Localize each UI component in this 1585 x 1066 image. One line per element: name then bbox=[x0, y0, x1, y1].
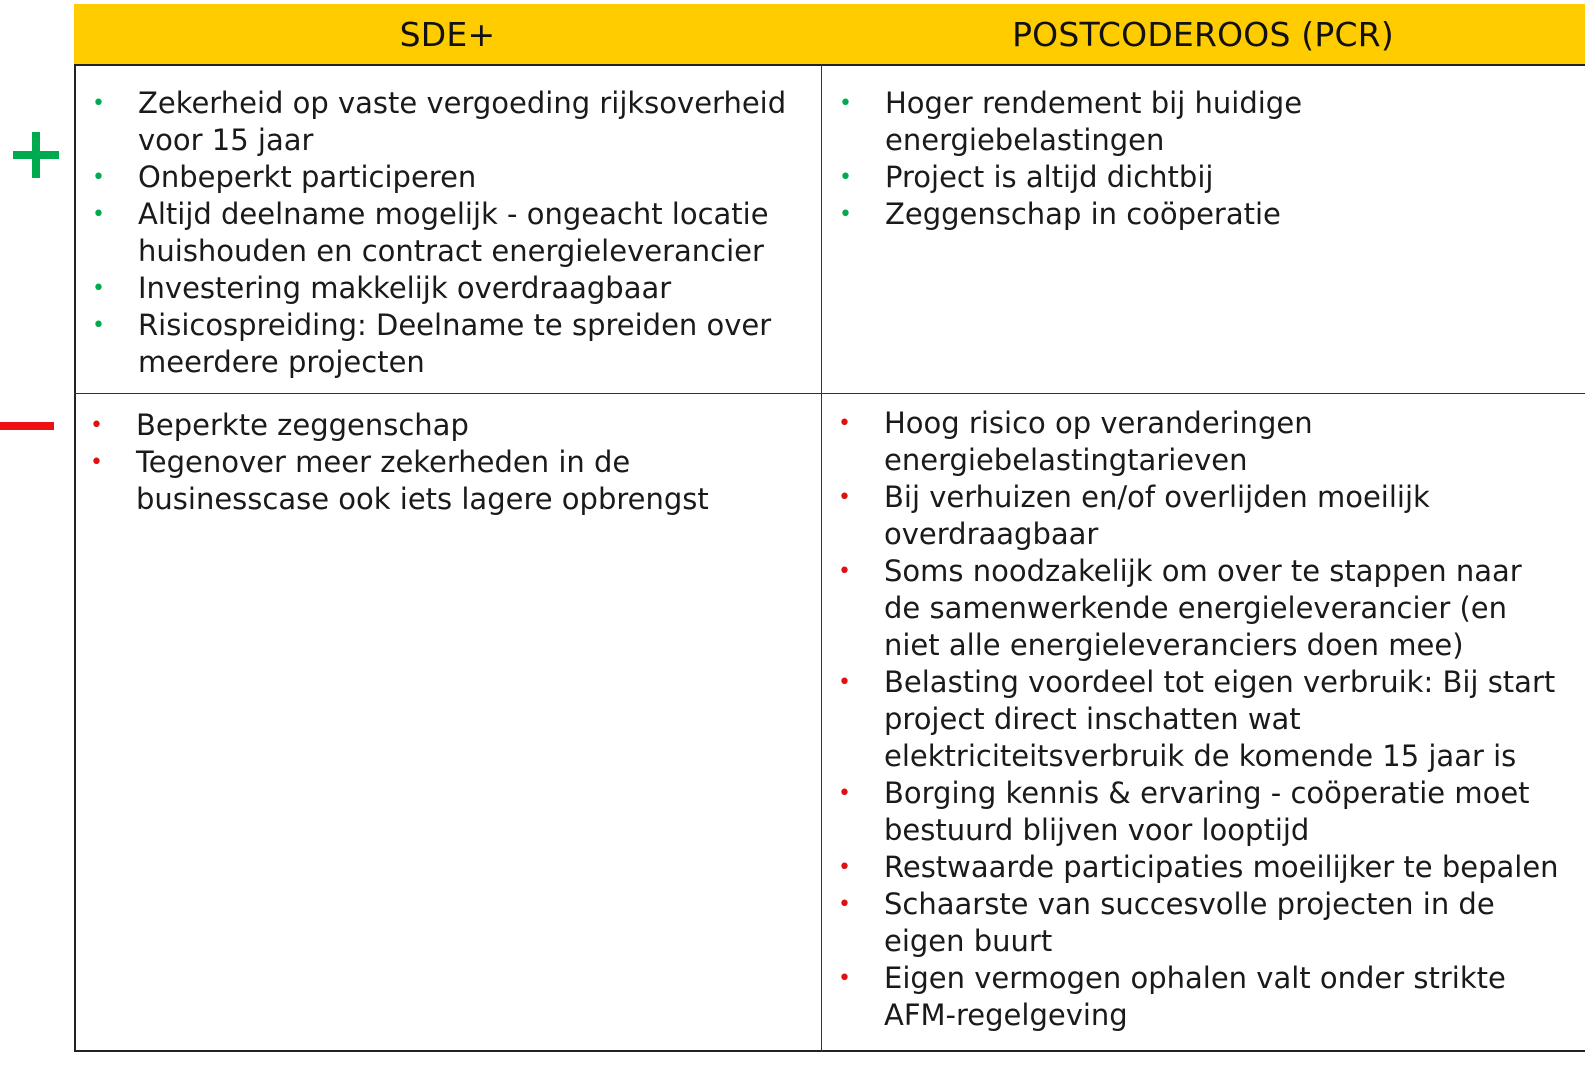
bullet-icon: • bbox=[90, 450, 103, 475]
list-item-text: Hoger rendement bij huidige energiebelastingen bbox=[885, 86, 1303, 157]
bullet-icon: • bbox=[838, 559, 851, 584]
list-item-text: Restwaarde participaties moeilijker te bepalen bbox=[884, 850, 1559, 884]
bullet-icon: • bbox=[92, 165, 105, 190]
list-item bbox=[92, 159, 807, 196]
list-item bbox=[839, 85, 1559, 159]
list-item bbox=[839, 159, 1559, 196]
list-item bbox=[90, 444, 805, 518]
list-item bbox=[838, 553, 1563, 664]
sde-cons-list bbox=[90, 407, 805, 518]
list-item-text: Schaarste van succesvolle projecten in de eigen buurt bbox=[884, 887, 1495, 958]
plus-icon bbox=[13, 132, 59, 178]
bullet-icon: • bbox=[838, 485, 851, 510]
list-item bbox=[838, 479, 1563, 553]
list-item bbox=[838, 960, 1563, 1034]
column-title-sde: SDE+ bbox=[399, 15, 496, 54]
list-item-text: Soms noodzakelijk om over te stappen naar de samenwerkende energieleverancier (en niet alle energieleveranciers doen mee) bbox=[884, 554, 1522, 662]
bullet-icon: • bbox=[838, 892, 851, 917]
bullet-icon: • bbox=[838, 966, 851, 991]
list-item-text: Hoog risico op veranderingen energiebelastingtarieven bbox=[884, 406, 1313, 477]
bullet-icon: • bbox=[838, 855, 851, 880]
bullet-icon: • bbox=[838, 781, 851, 806]
list-item-text: Onbeperkt participeren bbox=[138, 160, 477, 194]
list-item bbox=[838, 775, 1563, 849]
list-item-text: Project is altijd dichtbij bbox=[885, 160, 1214, 194]
list-item-text: Tegenover meer zekerheden in de businesscase ook iets lagere opbrengst bbox=[136, 445, 709, 516]
bullet-icon: • bbox=[838, 670, 851, 695]
list-item bbox=[838, 886, 1563, 960]
column-divider bbox=[821, 64, 822, 1052]
list-item-text: Bij verhuizen en/of overlijden moeilijk overdraagbaar bbox=[884, 480, 1430, 551]
list-item bbox=[838, 849, 1563, 886]
list-item bbox=[92, 270, 807, 307]
list-item bbox=[838, 664, 1563, 775]
list-item-text: Zekerheid op vaste vergoeding rijksoverheid voor 15 jaar bbox=[138, 86, 787, 157]
list-item-text: Altijd deelname mogelijk - ongeacht locatie huishouden en contract energieleverancier bbox=[138, 197, 769, 268]
bullet-icon: • bbox=[839, 165, 852, 190]
list-item bbox=[90, 407, 805, 444]
bullet-icon: • bbox=[839, 202, 852, 227]
list-item-text: Risicospreiding: Deelname te spreiden over meerdere projecten bbox=[138, 308, 772, 379]
list-item-text: Investering makkelijk overdraagbaar bbox=[138, 271, 672, 305]
list-item bbox=[92, 196, 807, 270]
list-item-text: Belasting voordeel tot eigen verbruik: Bij start project direct inschatten wat elektriciteitsverbruik de komende 15 jaar is bbox=[884, 665, 1556, 773]
list-item bbox=[838, 405, 1563, 479]
bullet-icon: • bbox=[92, 91, 105, 116]
list-item-text: Eigen vermogen ophalen valt onder strikte AFM-regelgeving bbox=[884, 961, 1506, 1032]
list-item bbox=[92, 85, 807, 159]
column-title-pcr: POSTCODEROOS (PCR) bbox=[1012, 15, 1394, 54]
list-item-text: Zeggenschap in coöperatie bbox=[885, 197, 1281, 231]
sde-pros-list bbox=[92, 85, 807, 381]
bullet-icon: • bbox=[92, 276, 105, 301]
pcr-pros-list bbox=[839, 85, 1559, 233]
minus-icon bbox=[0, 422, 54, 430]
list-item bbox=[92, 307, 807, 381]
row-divider bbox=[74, 393, 1585, 394]
list-item bbox=[839, 196, 1559, 233]
list-item-text: Beperkte zeggenschap bbox=[136, 408, 469, 442]
bullet-icon: • bbox=[838, 411, 851, 436]
table-header bbox=[74, 4, 1585, 66]
bullet-icon: • bbox=[92, 202, 105, 227]
pcr-cons-list bbox=[838, 405, 1563, 1034]
bullet-icon: • bbox=[839, 91, 852, 116]
list-item-text: Borging kennis & ervaring - coöperatie moet bestuurd blijven voor looptijd bbox=[884, 776, 1530, 847]
bullet-icon: • bbox=[92, 313, 105, 338]
bullet-icon: • bbox=[90, 413, 103, 438]
